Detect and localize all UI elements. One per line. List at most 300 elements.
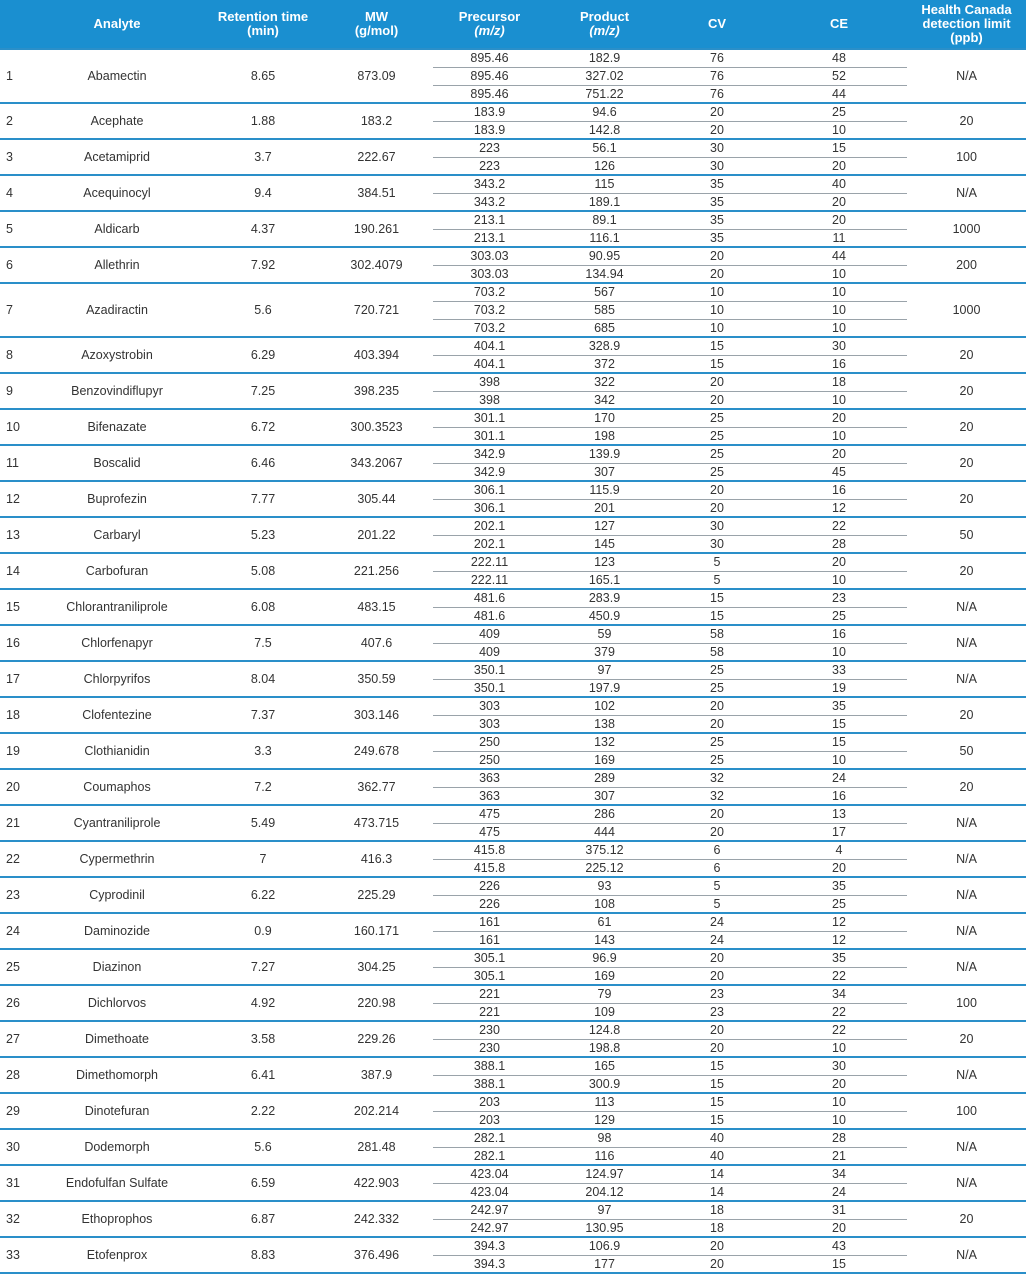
cv-value: 35 bbox=[663, 193, 771, 211]
analyte-name: Ethoprophos bbox=[28, 1201, 206, 1237]
analyte-name: Carbaryl bbox=[28, 517, 206, 553]
analyte-name: Carbofuran bbox=[28, 553, 206, 589]
precursor-mz: 303 bbox=[433, 697, 546, 715]
cv-value: 5 bbox=[663, 571, 771, 589]
precursor-mz: 415.8 bbox=[433, 859, 546, 877]
detection-limit: N/A bbox=[907, 589, 1026, 625]
cv-value: 5 bbox=[663, 895, 771, 913]
molecular-weight: 350.59 bbox=[320, 661, 433, 697]
table-row bbox=[0, 373, 1026, 391]
table-row bbox=[0, 949, 1026, 967]
cv-value: 25 bbox=[663, 445, 771, 463]
cv-value: 32 bbox=[663, 787, 771, 805]
cv-value: 40 bbox=[663, 1129, 771, 1147]
header-hc-line2: detection limit bbox=[922, 16, 1011, 31]
ce-value: 22 bbox=[771, 967, 907, 985]
precursor-mz: 342.9 bbox=[433, 463, 546, 481]
row-index: 2 bbox=[0, 103, 28, 139]
header-hc-line3: (ppb) bbox=[950, 30, 983, 45]
ce-value: 20 bbox=[771, 1075, 907, 1093]
detection-limit: N/A bbox=[907, 625, 1026, 661]
product-mz: 585 bbox=[546, 301, 663, 319]
cv-value: 23 bbox=[663, 1003, 771, 1021]
precursor-mz: 409 bbox=[433, 625, 546, 643]
precursor-mz: 221 bbox=[433, 985, 546, 1003]
ce-value: 43 bbox=[771, 1237, 907, 1255]
product-mz: 97 bbox=[546, 1201, 663, 1219]
molecular-weight: 387.9 bbox=[320, 1057, 433, 1093]
ce-value: 12 bbox=[771, 931, 907, 949]
detection-limit: 20 bbox=[907, 1201, 1026, 1237]
cv-value: 76 bbox=[663, 67, 771, 85]
retention-time: 6.29 bbox=[206, 337, 320, 373]
retention-time: 5.6 bbox=[206, 1129, 320, 1165]
ce-value: 44 bbox=[771, 247, 907, 265]
analyte-name: Chlorantraniliprole bbox=[28, 589, 206, 625]
detection-limit: 200 bbox=[907, 247, 1026, 283]
product-mz: 98 bbox=[546, 1129, 663, 1147]
precursor-mz: 350.1 bbox=[433, 661, 546, 679]
molecular-weight: 305.44 bbox=[320, 481, 433, 517]
precursor-mz: 481.6 bbox=[433, 607, 546, 625]
row-index: 20 bbox=[0, 769, 28, 805]
cv-value: 76 bbox=[663, 85, 771, 103]
product-mz: 283.9 bbox=[546, 589, 663, 607]
product-mz: 751.22 bbox=[546, 85, 663, 103]
cv-value: 20 bbox=[663, 1021, 771, 1039]
precursor-mz: 703.2 bbox=[433, 301, 546, 319]
product-mz: 106.9 bbox=[546, 1237, 663, 1255]
ce-value: 22 bbox=[771, 517, 907, 535]
cv-value: 15 bbox=[663, 1111, 771, 1129]
retention-time: 9.4 bbox=[206, 175, 320, 211]
ce-value: 10 bbox=[771, 1093, 907, 1111]
row-index: 17 bbox=[0, 661, 28, 697]
detection-limit: 20 bbox=[907, 103, 1026, 139]
analyte-name: Dimethomorph bbox=[28, 1057, 206, 1093]
table-row bbox=[0, 103, 1026, 121]
analyte-name: Abamectin bbox=[28, 49, 206, 103]
retention-time: 6.08 bbox=[206, 589, 320, 625]
precursor-mz: 398 bbox=[433, 391, 546, 409]
precursor-mz: 230 bbox=[433, 1021, 546, 1039]
table-row bbox=[0, 841, 1026, 859]
table-row bbox=[0, 1093, 1026, 1111]
product-mz: 289 bbox=[546, 769, 663, 787]
ce-value: 10 bbox=[771, 1039, 907, 1057]
molecular-weight: 376.496 bbox=[320, 1237, 433, 1273]
cv-value: 15 bbox=[663, 1093, 771, 1111]
cv-value: 15 bbox=[663, 589, 771, 607]
precursor-mz: 183.9 bbox=[433, 121, 546, 139]
cv-value: 20 bbox=[663, 949, 771, 967]
product-mz: 115.9 bbox=[546, 481, 663, 499]
detection-limit: N/A bbox=[907, 913, 1026, 949]
cv-value: 10 bbox=[663, 319, 771, 337]
detection-limit: N/A bbox=[907, 661, 1026, 697]
ce-value: 10 bbox=[771, 571, 907, 589]
product-mz: 685 bbox=[546, 319, 663, 337]
table-row bbox=[0, 733, 1026, 751]
detection-limit: N/A bbox=[907, 175, 1026, 211]
product-mz: 90.95 bbox=[546, 247, 663, 265]
precursor-mz: 895.46 bbox=[433, 49, 546, 67]
retention-time: 8.04 bbox=[206, 661, 320, 697]
row-index: 27 bbox=[0, 1021, 28, 1057]
row-index: 21 bbox=[0, 805, 28, 841]
table-row bbox=[0, 517, 1026, 535]
molecular-weight: 483.15 bbox=[320, 589, 433, 625]
detection-limit: 100 bbox=[907, 985, 1026, 1021]
precursor-mz: 398 bbox=[433, 373, 546, 391]
ce-value: 10 bbox=[771, 121, 907, 139]
precursor-mz: 895.46 bbox=[433, 67, 546, 85]
cv-value: 24 bbox=[663, 931, 771, 949]
cv-value: 6 bbox=[663, 841, 771, 859]
product-mz: 123 bbox=[546, 553, 663, 571]
retention-time: 2.22 bbox=[206, 1093, 320, 1129]
analyte-name: Dichlorvos bbox=[28, 985, 206, 1021]
table-row bbox=[0, 1237, 1026, 1255]
product-mz: 450.9 bbox=[546, 607, 663, 625]
product-mz: 116 bbox=[546, 1147, 663, 1165]
molecular-weight: 720.721 bbox=[320, 283, 433, 337]
analyte-name: Cyprodinil bbox=[28, 877, 206, 913]
precursor-mz: 306.1 bbox=[433, 481, 546, 499]
row-index: 32 bbox=[0, 1201, 28, 1237]
product-mz: 322 bbox=[546, 373, 663, 391]
table-row bbox=[0, 481, 1026, 499]
molecular-weight: 222.67 bbox=[320, 139, 433, 175]
cv-value: 20 bbox=[663, 103, 771, 121]
cv-value: 10 bbox=[663, 283, 771, 301]
table-row bbox=[0, 1021, 1026, 1039]
cv-value: 25 bbox=[663, 733, 771, 751]
header-hc-line1: Health Canada bbox=[921, 2, 1012, 17]
product-mz: 165 bbox=[546, 1057, 663, 1075]
analyte-name: Chlorfenapyr bbox=[28, 625, 206, 661]
retention-time: 4.92 bbox=[206, 985, 320, 1021]
row-index: 6 bbox=[0, 247, 28, 283]
product-mz: 56.1 bbox=[546, 139, 663, 157]
product-mz: 59 bbox=[546, 625, 663, 643]
ce-value: 52 bbox=[771, 67, 907, 85]
cv-value: 20 bbox=[663, 715, 771, 733]
ce-value: 15 bbox=[771, 715, 907, 733]
detection-limit: N/A bbox=[907, 1057, 1026, 1093]
precursor-mz: 226 bbox=[433, 877, 546, 895]
table-body bbox=[0, 49, 1026, 1275]
cv-value: 20 bbox=[663, 697, 771, 715]
ce-value: 10 bbox=[771, 265, 907, 283]
row-index: 28 bbox=[0, 1057, 28, 1093]
ce-value: 10 bbox=[771, 751, 907, 769]
precursor-mz: 481.6 bbox=[433, 589, 546, 607]
analyte-name: Daminozide bbox=[28, 913, 206, 949]
product-mz: 170 bbox=[546, 409, 663, 427]
analyte-name: Chlorpyrifos bbox=[28, 661, 206, 697]
table-row bbox=[0, 1129, 1026, 1147]
table-row bbox=[0, 139, 1026, 157]
detection-limit: N/A bbox=[907, 877, 1026, 913]
product-mz: 124.8 bbox=[546, 1021, 663, 1039]
molecular-weight: 384.51 bbox=[320, 175, 433, 211]
analyte-name: Coumaphos bbox=[28, 769, 206, 805]
analyte-name: Dodemorph bbox=[28, 1129, 206, 1165]
ce-value: 30 bbox=[771, 337, 907, 355]
ce-value: 20 bbox=[771, 859, 907, 877]
analyte-name: Clofentezine bbox=[28, 697, 206, 733]
cv-value: 30 bbox=[663, 157, 771, 175]
ce-value: 20 bbox=[771, 409, 907, 427]
analyte-name: Endofulfan Sulfate bbox=[28, 1165, 206, 1201]
retention-time: 6.41 bbox=[206, 1057, 320, 1093]
product-mz: 300.9 bbox=[546, 1075, 663, 1093]
precursor-mz: 303.03 bbox=[433, 247, 546, 265]
table-row bbox=[0, 211, 1026, 229]
cv-value: 30 bbox=[663, 535, 771, 553]
ce-value: 31 bbox=[771, 1201, 907, 1219]
detection-limit: N/A bbox=[907, 1165, 1026, 1201]
molecular-weight: 221.256 bbox=[320, 553, 433, 589]
cv-value: 5 bbox=[663, 877, 771, 895]
table-row bbox=[0, 553, 1026, 571]
product-mz: 113 bbox=[546, 1093, 663, 1111]
detection-limit: N/A bbox=[907, 949, 1026, 985]
precursor-mz: 423.04 bbox=[433, 1183, 546, 1201]
table-row bbox=[0, 985, 1026, 1003]
molecular-weight: 225.29 bbox=[320, 877, 433, 913]
product-mz: 327.02 bbox=[546, 67, 663, 85]
ce-value: 40 bbox=[771, 175, 907, 193]
product-mz: 198 bbox=[546, 427, 663, 445]
precursor-mz: 161 bbox=[433, 913, 546, 931]
retention-time: 4.37 bbox=[206, 211, 320, 247]
cv-value: 24 bbox=[663, 913, 771, 931]
precursor-mz: 404.1 bbox=[433, 355, 546, 373]
cv-value: 35 bbox=[663, 175, 771, 193]
table-row bbox=[0, 625, 1026, 643]
precursor-mz: 388.1 bbox=[433, 1057, 546, 1075]
retention-time: 5.08 bbox=[206, 553, 320, 589]
product-mz: 307 bbox=[546, 787, 663, 805]
analyte-name: Allethrin bbox=[28, 247, 206, 283]
product-mz: 204.12 bbox=[546, 1183, 663, 1201]
cv-value: 58 bbox=[663, 643, 771, 661]
ce-value: 12 bbox=[771, 499, 907, 517]
ce-value: 24 bbox=[771, 1183, 907, 1201]
table-row bbox=[0, 445, 1026, 463]
product-mz: 116.1 bbox=[546, 229, 663, 247]
retention-time: 6.46 bbox=[206, 445, 320, 481]
cv-value: 15 bbox=[663, 355, 771, 373]
header-mw-line2: (g/mol) bbox=[354, 23, 399, 38]
ce-value: 16 bbox=[771, 625, 907, 643]
row-index: 8 bbox=[0, 337, 28, 373]
retention-time: 5.6 bbox=[206, 283, 320, 337]
precursor-mz: 394.3 bbox=[433, 1237, 546, 1255]
row-index: 13 bbox=[0, 517, 28, 553]
molecular-weight: 302.4079 bbox=[320, 247, 433, 283]
retention-time: 0.9 bbox=[206, 913, 320, 949]
product-mz: 115 bbox=[546, 175, 663, 193]
precursor-mz: 242.97 bbox=[433, 1219, 546, 1237]
analyte-name: Buprofezin bbox=[28, 481, 206, 517]
cv-value: 15 bbox=[663, 607, 771, 625]
product-mz: 96.9 bbox=[546, 949, 663, 967]
ce-value: 21 bbox=[771, 1147, 907, 1165]
precursor-mz: 203 bbox=[433, 1093, 546, 1111]
cv-value: 25 bbox=[663, 427, 771, 445]
precursor-mz: 301.1 bbox=[433, 427, 546, 445]
cv-value: 20 bbox=[663, 373, 771, 391]
molecular-weight: 398.235 bbox=[320, 373, 433, 409]
ce-value: 44 bbox=[771, 85, 907, 103]
ce-value: 10 bbox=[771, 427, 907, 445]
product-mz: 198.8 bbox=[546, 1039, 663, 1057]
analyte-name: Acetamiprid bbox=[28, 139, 206, 175]
ce-value: 20 bbox=[771, 1219, 907, 1237]
retention-time: 6.72 bbox=[206, 409, 320, 445]
molecular-weight: 416.3 bbox=[320, 841, 433, 877]
cv-value: 14 bbox=[663, 1183, 771, 1201]
ce-value: 10 bbox=[771, 301, 907, 319]
table-row bbox=[0, 1201, 1026, 1219]
row-index: 16 bbox=[0, 625, 28, 661]
product-mz: 89.1 bbox=[546, 211, 663, 229]
precursor-mz: 250 bbox=[433, 751, 546, 769]
cv-value: 20 bbox=[663, 967, 771, 985]
detection-limit: 20 bbox=[907, 553, 1026, 589]
table-row bbox=[0, 877, 1026, 895]
cv-value: 30 bbox=[663, 517, 771, 535]
retention-time: 7 bbox=[206, 841, 320, 877]
product-mz: 138 bbox=[546, 715, 663, 733]
precursor-mz: 230 bbox=[433, 1039, 546, 1057]
header-rt-line1: Retention time bbox=[217, 9, 309, 24]
molecular-weight: 362.77 bbox=[320, 769, 433, 805]
cv-value: 20 bbox=[663, 121, 771, 139]
table-row bbox=[0, 589, 1026, 607]
product-mz: 182.9 bbox=[546, 49, 663, 67]
header-detection-limit bbox=[907, 0, 1026, 49]
product-mz: 102 bbox=[546, 697, 663, 715]
molecular-weight: 873.09 bbox=[320, 49, 433, 103]
molecular-weight: 249.678 bbox=[320, 733, 433, 769]
ce-value: 45 bbox=[771, 463, 907, 481]
retention-time: 1.88 bbox=[206, 103, 320, 139]
cv-value: 20 bbox=[663, 499, 771, 517]
retention-time: 7.92 bbox=[206, 247, 320, 283]
ce-value: 4 bbox=[771, 841, 907, 859]
product-mz: 372 bbox=[546, 355, 663, 373]
product-mz: 126 bbox=[546, 157, 663, 175]
cv-value: 30 bbox=[663, 139, 771, 157]
ce-value: 34 bbox=[771, 985, 907, 1003]
ce-value: 15 bbox=[771, 1255, 907, 1273]
row-index: 22 bbox=[0, 841, 28, 877]
molecular-weight: 473.715 bbox=[320, 805, 433, 841]
product-mz: 169 bbox=[546, 751, 663, 769]
ce-value: 28 bbox=[771, 535, 907, 553]
ce-value: 16 bbox=[771, 481, 907, 499]
header-product-line2: (m/z) bbox=[589, 23, 620, 38]
row-index: 14 bbox=[0, 553, 28, 589]
retention-time: 3.7 bbox=[206, 139, 320, 175]
cv-value: 20 bbox=[663, 1237, 771, 1255]
precursor-mz: 203 bbox=[433, 1111, 546, 1129]
row-index: 1 bbox=[0, 49, 28, 103]
product-mz: 177 bbox=[546, 1255, 663, 1273]
precursor-mz: 242.97 bbox=[433, 1201, 546, 1219]
retention-time: 6.22 bbox=[206, 877, 320, 913]
detection-limit: 20 bbox=[907, 337, 1026, 373]
product-mz: 286 bbox=[546, 805, 663, 823]
product-mz: 169 bbox=[546, 967, 663, 985]
molecular-weight: 403.394 bbox=[320, 337, 433, 373]
row-index: 10 bbox=[0, 409, 28, 445]
detection-limit: N/A bbox=[907, 1129, 1026, 1165]
retention-time: 8.65 bbox=[206, 49, 320, 103]
cv-value: 5 bbox=[663, 553, 771, 571]
table-row bbox=[0, 409, 1026, 427]
ce-value: 25 bbox=[771, 607, 907, 625]
detection-limit: N/A bbox=[907, 841, 1026, 877]
header-cv: CV bbox=[663, 0, 771, 49]
product-mz: 567 bbox=[546, 283, 663, 301]
detection-limit: 20 bbox=[907, 1021, 1026, 1057]
ce-value: 22 bbox=[771, 1021, 907, 1039]
precursor-mz: 895.46 bbox=[433, 85, 546, 103]
precursor-mz: 282.1 bbox=[433, 1129, 546, 1147]
precursor-mz: 250 bbox=[433, 733, 546, 751]
ce-value: 33 bbox=[771, 661, 907, 679]
header-index bbox=[0, 0, 28, 49]
cv-value: 32 bbox=[663, 769, 771, 787]
analyte-name: Etofenprox bbox=[28, 1237, 206, 1273]
ce-value: 22 bbox=[771, 1003, 907, 1021]
product-mz: 94.6 bbox=[546, 103, 663, 121]
analyte-name: Clothianidin bbox=[28, 733, 206, 769]
header-precursor bbox=[433, 0, 546, 49]
ce-value: 20 bbox=[771, 211, 907, 229]
precursor-mz: 213.1 bbox=[433, 211, 546, 229]
row-index: 11 bbox=[0, 445, 28, 481]
precursor-mz: 223 bbox=[433, 139, 546, 157]
ce-value: 20 bbox=[771, 193, 907, 211]
product-mz: 444 bbox=[546, 823, 663, 841]
cv-value: 6 bbox=[663, 859, 771, 877]
molecular-weight: 303.146 bbox=[320, 697, 433, 733]
molecular-weight: 304.25 bbox=[320, 949, 433, 985]
ce-value: 48 bbox=[771, 49, 907, 67]
product-mz: 130.95 bbox=[546, 1219, 663, 1237]
molecular-weight: 160.171 bbox=[320, 913, 433, 949]
bottom-rule-cell bbox=[0, 1273, 1026, 1275]
product-mz: 134.94 bbox=[546, 265, 663, 283]
ce-value: 25 bbox=[771, 895, 907, 913]
table-header bbox=[0, 0, 1026, 49]
molecular-weight: 201.22 bbox=[320, 517, 433, 553]
cv-value: 20 bbox=[663, 823, 771, 841]
analyte-name: Cypermethrin bbox=[28, 841, 206, 877]
product-mz: 201 bbox=[546, 499, 663, 517]
precursor-mz: 475 bbox=[433, 823, 546, 841]
precursor-mz: 343.2 bbox=[433, 193, 546, 211]
precursor-mz: 301.1 bbox=[433, 409, 546, 427]
detection-limit: 50 bbox=[907, 733, 1026, 769]
row-index: 33 bbox=[0, 1237, 28, 1273]
